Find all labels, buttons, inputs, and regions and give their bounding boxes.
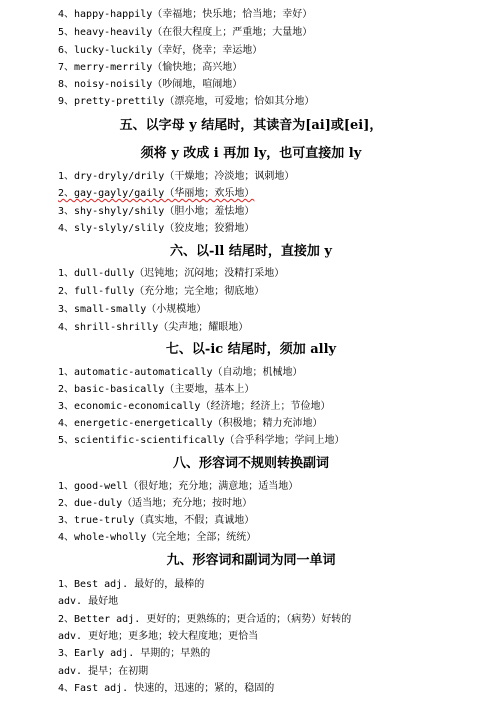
list-item: 3、small-smally（小规模地） xyxy=(58,304,207,315)
list-item: 1、automatic-automatically（自动地；机械地） xyxy=(58,367,303,378)
list-item: 5、scientific-scientifically（合乎科学地；学问上地） xyxy=(58,435,345,446)
list-item: 4、Fast adj. 快速的，迅速的；紧的，稳固的 xyxy=(58,683,275,694)
list-item: 3、true-truly（真实地，不假；真诚地） xyxy=(58,515,255,526)
list-item: 4、happy-happily（幸福地；快乐地；恰当地；幸好） xyxy=(58,9,313,20)
list-item: 1、dull-dully（迟钝地；沉闷地；没精打采地） xyxy=(58,268,285,279)
list-item: 9、pretty-prettily（漂亮地，可爱地；恰如其分地） xyxy=(58,96,315,107)
list-item: adv. 提早；在初期 xyxy=(58,666,149,677)
list-item: 3、economic-economically（经济地；经济上；节俭地） xyxy=(58,401,331,412)
list-item: 2、gay-gayly/gaily（华丽地；欢乐地） xyxy=(58,188,255,199)
list-item: 6、lucky-luckily（幸好，侥幸；幸运地） xyxy=(58,45,263,56)
section-heading: 八、形容词不规则转换副词 xyxy=(172,456,329,471)
list-item: 5、heavy-heavily（在很大程度上；严重地；大量地） xyxy=(58,27,313,38)
list-item: 3、shy-shyly/shily（胆小地；羞怯地） xyxy=(58,206,255,217)
section-heading: 须将 y 改成 i 再加 ly，也可直接加 ly xyxy=(140,146,362,161)
list-item: 1、dry-dryly/drily（干燥地；冷淡地；讽刺地） xyxy=(58,171,295,182)
section-heading: 九、形容词和副词为同一单词 xyxy=(166,553,336,568)
list-item: 2、full-fully（充分地；完全地；彻底地） xyxy=(58,286,265,297)
list-item: 1、good-well（很好地；充分地；满意地；适当地） xyxy=(58,481,299,492)
list-item: 1、Best adj. 最好的，最棒的 xyxy=(58,579,205,590)
list-item: 3、Early adj. 早期的；早熟的 xyxy=(58,648,211,659)
list-item: 7、merry-merrily（愉快地；高兴地） xyxy=(58,62,243,73)
list-item: 2、Better adj. 更好的；更熟练的；更合适的；（病势）好转的 xyxy=(58,614,352,625)
section-heading: 七、以-ic 结尾时，须加 ally xyxy=(165,342,337,357)
list-item: 4、energetic-energetically（积极地；精力充沛地） xyxy=(58,418,323,429)
list-item: adv. 最好地 xyxy=(58,596,119,607)
section-heading: 五、以字母 y 结尾时，其读音为[ai]或[ei]， xyxy=(119,118,383,133)
list-item: 4、sly-slyly/slily（狡皮地；狡猾地） xyxy=(58,223,255,234)
list-item: 2、basic-basically（主要地，基本上） xyxy=(58,384,255,395)
list-item: 4、shrill-shrilly（尖声地；耀眼地） xyxy=(58,322,249,333)
section-heading: 六、以-ll 结尾时，直接加 y xyxy=(170,244,332,259)
list-item: 8、noisy-noisily（吵闹地，喧闹地） xyxy=(58,79,243,90)
list-item: 2、due-duly（适当地；充分地；按时地） xyxy=(58,498,253,509)
list-item: 4、whole-wholly（完全地；全部；统统） xyxy=(58,532,257,543)
list-item: adv. 更好地；更多地；较大程度地；更恰当 xyxy=(58,631,259,642)
